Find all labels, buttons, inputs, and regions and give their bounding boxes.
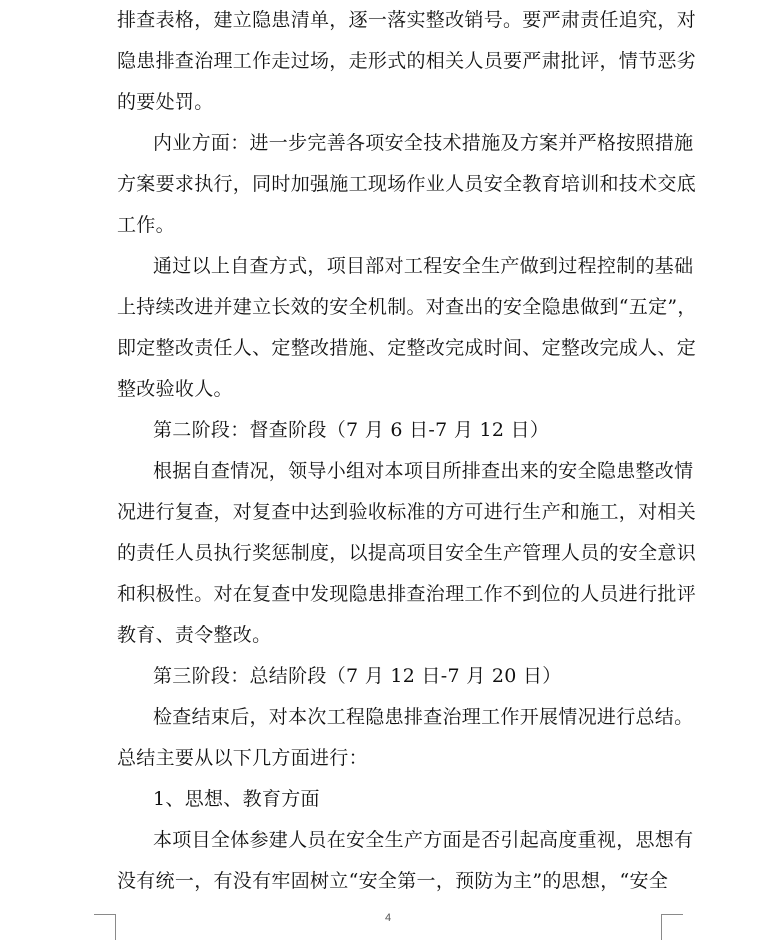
text-line: 根据自查情况，领导小组对本项目所排查出来的安全隐患整改情 xyxy=(153,460,694,482)
section-heading: 第三阶段：总结阶段（7 月 12 日-7 月 20 日） xyxy=(153,665,562,687)
text-line: 整改验收人。 xyxy=(117,378,233,400)
text-line: 即定整改责任人、定整改措施、定整改完成时间、定整改完成人、定 xyxy=(117,337,697,359)
text-line: 排查表格，建立隐患清单，逐一落实整改销号。要严肃责任追究，对 xyxy=(117,9,697,31)
text-line: 和积极性。对在复查中发现隐患排查治理工作不到位的人员进行批评 xyxy=(117,583,697,605)
margin-corner-mark xyxy=(115,914,116,940)
margin-corner-mark xyxy=(661,914,683,915)
subsection-heading: 1、思想、教育方面 xyxy=(153,788,320,810)
text-line: 隐患排查治理工作走过场，走形式的相关人员要严肃批评，情节恶劣 xyxy=(117,50,697,72)
section-heading: 第二阶段：督查阶段（7 月 6 日-7 月 12 日） xyxy=(153,419,550,441)
text-line: 况进行复查，对复查中达到验收标准的方可进行生产和施工，对相关 xyxy=(117,501,697,523)
margin-corner-mark xyxy=(94,914,116,915)
text-line: 没有统一，有没有牢固树立“安全第一，预防为主”的思想，“安全 xyxy=(117,870,669,892)
text-line: 方案要求执行，同时加强施工现场作业人员安全教育培训和技术交底 xyxy=(117,173,697,195)
text-line: 教育、责令整改。 xyxy=(117,624,272,646)
text-line: 检查结束后，对本次工程隐患排查治理工作开展情况进行总结。 xyxy=(153,706,694,728)
text-line: 上持续改进并建立长效的安全机制。对查出的安全隐患做到“五定”， xyxy=(117,296,697,318)
text-line: 工作。 xyxy=(117,214,175,236)
margin-corner-mark xyxy=(661,914,662,940)
text-line: 的要处罚。 xyxy=(117,91,214,113)
text-line: 的责任人员执行奖惩制度，以提高项目安全生产管理人员的安全意识 xyxy=(117,542,697,564)
text-line: 内业方面：进一步完善各项安全技术措施及方案并严格按照措施 xyxy=(153,132,694,154)
page-number: 4 xyxy=(384,912,392,924)
text-line: 总结主要从以下几方面进行： xyxy=(117,747,368,769)
text-line: 通过以上自查方式，项目部对工程安全生产做到过程控制的基础 xyxy=(153,255,694,277)
text-line: 本项目全体参建人员在安全生产方面是否引起高度重视，思想有 xyxy=(153,829,694,851)
